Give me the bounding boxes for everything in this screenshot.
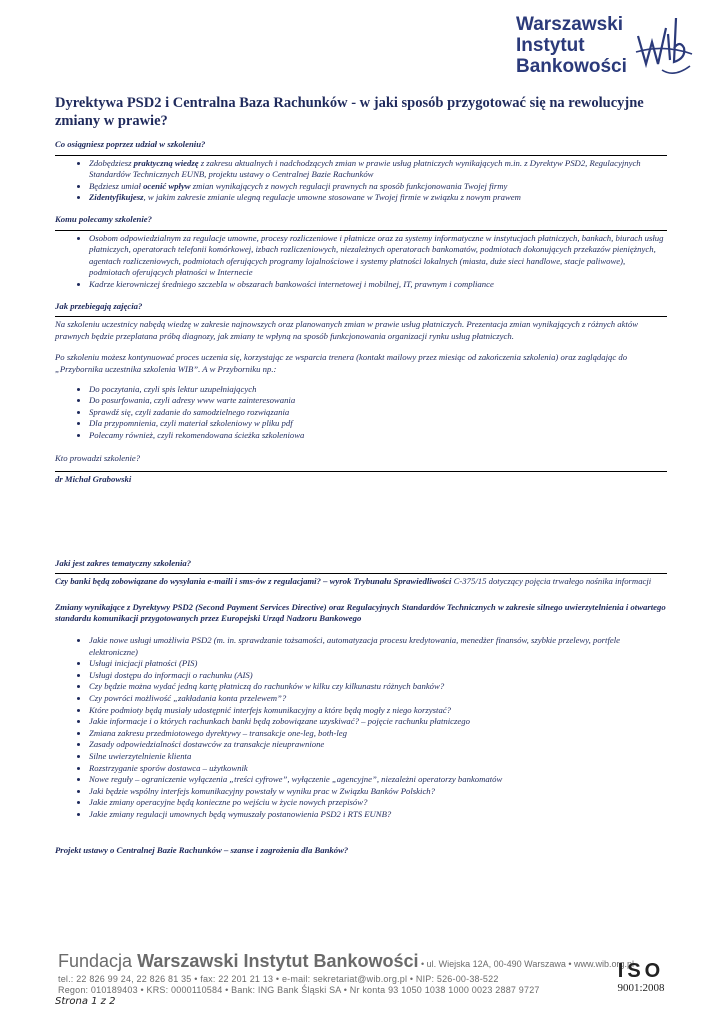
list-item: • Jakie zmiany regulacji umownych będą wymuszały postanowienia PSD2 i RTS EUNB? <box>89 809 667 821</box>
course-paragraph: Na szkoleniu uczestnicy nabędą wiedzę w zakresie najnowszych oraz planowanych zmian w prawie usług płatniczych. Prezentacja zmian wynikających z różnych aktów prawnych będzie przeplatana próbą diagnozy, jak zmiany te wpłyną na sposób funkcjonowania organizacji rynku usług płatniczych. <box>55 319 639 341</box>
list-item: • Usługi inicjacji płatności (PIS) <box>89 658 667 670</box>
outcomes-list <box>55 158 667 204</box>
list-item: • Zasady odpowiedzialności dostawców za transakcje nieuprawnione <box>89 739 667 751</box>
toolkit-paragraph: Po szkoleniu możesz kontynuować proces uczenia się, korzystając ze wsparcia trenera (kontakt mailowy przez miesiąc od zakończenia szkolenia) oraz zaglądając do „Przybornika uczestnika szkolenia WIB”. A w Przyborniku np.: <box>55 352 628 374</box>
list-item: • Dla przypomnienia, czyli materiał szkoleniowy w pliku pdf <box>89 418 667 430</box>
section-heading-audience: Komu polecamy szkolenie? <box>55 213 153 224</box>
page-number: Strona 1 z 2 <box>55 996 116 1007</box>
list-item: • Czy będzie można wydać jedną kartę płatniczą do rachunków w kilku czy kilkunastu różnych banków? <box>89 681 667 693</box>
divider <box>55 155 667 156</box>
divider <box>55 316 667 317</box>
iso-standard: 9001:2008 <box>617 982 665 994</box>
list-item: • Nowe reguły – ograniczenie wyłączenia „treści cyfrowe”, wyłączenie „agencyjne”, niezależni operatorzy bankomatów <box>89 774 667 786</box>
list-item: • Czy powróci możliwość „zakładania konta przelewem”? <box>89 693 667 705</box>
logo-line3: Bankowości <box>516 56 627 77</box>
list-item: • Które podmioty będą musiały udostępnić interfejs komunikacyjny a które będą mogły z niego korzystać? <box>89 705 667 717</box>
list-item: • Zidentyfikujesz, w jakim zakresie zmianie ulegną regulacje umowne stosowane w Twojej firmie w związku z nowym prawem <box>89 192 667 204</box>
footer-line-1: Fundacja Warszawski Instytut Bankowości • ul. Wiejska 12A, 00-490 Warszawa • www.wib.org.pl <box>58 951 635 971</box>
toolkit-list <box>55 384 667 442</box>
divider <box>55 230 667 231</box>
scope-paragraph-2: Zmiany wynikające z Dyrektywy PSD2 (Second Payment Services Directive) oraz Regulacyjnych Standardów Technicznych w zakresie silnego uwierzytelnienia i otwartego standardu komunikacji przygotowanych przez Europejski Urząd Nadzoru Bankowego <box>55 601 666 624</box>
list-item: • Sprawdź się, czyli zadanie do samodzielnego rozwiązania <box>89 407 667 419</box>
wib-signature-icon <box>634 14 696 80</box>
trainer-name: dr Michał Grabowski <box>55 474 132 485</box>
document-title: Dyrektywa PSD2 i Centralna Baza Rachunków - w jaki sposób przygotować się na rewolucyjne zmiany w prawie? <box>55 95 644 129</box>
list-item: • Silne uwierzytelnienie klienta <box>89 751 667 763</box>
iso-badge <box>611 960 671 995</box>
scope-paragraph-3: Projekt ustawy o Centralnej Bazie Rachunków – szanse i zagrożenia dla Banków? <box>55 844 349 855</box>
list-item: • Jaki będzie wspólny interfejs komunikacyjny powstały w wyniku prac w Związku Banków Polskich? <box>89 786 667 798</box>
list-item: • Jakie informacje i o których rachunkach banki będą zobowiązane uzyskiwać? – pojęcie rachunku płatniczego <box>89 716 667 728</box>
list-item: • Polecamy również, czyli rekomendowana ścieżka szkoleniowa <box>89 430 667 442</box>
footer <box>58 951 678 996</box>
scope-list <box>55 635 667 821</box>
divider <box>55 471 667 472</box>
footer-line-3: Regon: 010189403 • KRS: 0000110584 • Bank: ING Bank Śląski SA • Nr konta 93 1050 1038 1000 0023 2887 9727 <box>58 985 540 995</box>
list-item: • Będziesz umiał ocenić wpływ zmian wynikających z nowych regulacji prawnych na sposób funkcjonowania Twojej firmy <box>89 181 667 193</box>
list-item: • Rozstrzyganie sporów dostawca – użytkownik <box>89 763 667 775</box>
section-heading-scope: Jaki jest zakres tematyczny szkolenia? <box>55 557 192 568</box>
list-item: • Zmiana zakresu przedmiotowego dyrektywy – transakcje one-leg, both-leg <box>89 728 667 740</box>
wib-logo <box>516 14 696 86</box>
list-item: • Do poczytania, czyli spis lektur uzupełniających <box>89 384 667 396</box>
list-item: • Do posurfowania, czyli adresy www warte zainteresowania <box>89 395 667 407</box>
scope-paragraph-1: Czy banki będą zobowiązane do wysyłania e-maili i sms-ów z regulacjami? – wyrok Trybunału Sprawiedliwości C-375/15 dotyczący pojęcia trwałego nośnika informacji <box>55 576 652 587</box>
list-item: • Jakie zmiany operacyjne będą konieczne po wejściu w życie nowych przepisów? <box>89 797 667 809</box>
list-item: • Zdobędziesz praktyczną wiedzę z zakresu aktualnych i nadchodzących zmian w prawie usług płatniczych wynikających m.in. z Dyrektyw PSD2, Regulacyjnych Standardów Technicznych EUNB, projektu ustawy o Centralnej Bazie Rachunków <box>89 158 667 181</box>
logo-line1: Warszawski <box>516 14 624 35</box>
list-item: • Usługi dostępu do informacji o rachunku (AIS) <box>89 670 667 682</box>
logo-line2: Instytut <box>516 35 585 56</box>
section-heading-outcomes: Co osiągniesz poprzez udział w szkoleniu? <box>55 139 206 149</box>
footer-line-2: tel.: 22 826 99 24, 22 826 81 35 • fax: 22 201 21 13 • e-mail: sekretariat@wib.org.pl • NIP: 526-00-38-522 <box>58 974 499 984</box>
list-item: • Osobom odpowiedzialnym za regulacje umowne, procesy rozliczeniowe i płatnicze oraz za systemy informatyczne w instytucjach płatniczych, bankach, biurach usług płatniczych, operatorach telefonii komórkowej, izbach rozliczeniowych, niezależnych operatorach bankomatów, podmiotach dokonujących przekazów pieniężnych, agentach rozliczeniowych, podmiotach oferujących programy lojalnościowe i systemy płatności lokalnych (miasta, duże sieci handlowe, stacje paliwowe), podmiotach oferujących płatności w Internecie <box>89 233 667 279</box>
section-heading-course: Jak przebiegają zajęcia? <box>55 300 143 311</box>
divider <box>55 573 667 574</box>
list-item: • Jakie nowe usługi umożliwia PSD2 (m. in. sprawdzanie tożsamości, automatyzacja procesu kredytowania, menedżer finansów, szybkie przelewy, portfele elektroniczne) <box>89 635 667 658</box>
audience-list <box>55 233 667 291</box>
iso-label: ISO <box>617 960 665 982</box>
document-body <box>55 139 667 860</box>
section-heading-trainer: Kto prowadzi szkolenie? <box>55 453 141 464</box>
list-item: • Kadrze kierowniczej średniego szczebla w obszarach bankowości internetowej i mobilnej, IT, prawnym i compliance <box>89 279 667 291</box>
